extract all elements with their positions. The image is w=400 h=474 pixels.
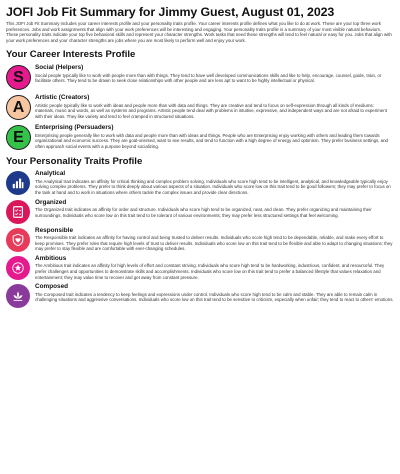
interest-title: Social (Helpers) — [35, 64, 84, 72]
interest-social — [6, 64, 394, 90]
interest-letter-badge: A — [6, 95, 31, 120]
trait-title: Organized — [35, 198, 67, 206]
interest-description: Artistic people typically like to work with ideas and people more than with data and things. They are creative and tend to focus on self-expression through all kinds of mediums: materials, music and words, as well as systems and programs. Artistic people tend deal with problems in intuitive, expressive, and independent ways and are not afraid to experiment with their ideas. They like variety and tend to feel cramped in structured situations. — [35, 102, 387, 120]
document-title: JOFI Job Fit Summary for Jimmy Guest, August 01, 2023 — [6, 5, 335, 19]
bar-chart-icon — [6, 171, 30, 195]
interest-enterprising — [6, 124, 394, 150]
intro-paragraph: This JOFI Job Fit Summary includes your career interests profile and your personality traits profile. Your career interests profile defines what you like to do at work. These are your top three work preferences. Jobs and work assignments that align with your work preferences will be interesting and engaging. Your personality traits profile is a summary of your most visible natural behaviors. These personality traits indicate your top five behavioral skills and represent your character strengths. Work tasks that need these strengths will tend to feel natural or easy for you. Jobs that align with your work preferences and your character strengths are jobs where you are most likely to perform well and enjoy your work. — [6, 21, 392, 43]
trait-analytical — [6, 170, 394, 195]
trait-title: Composed — [35, 283, 69, 291]
trait-description: The Analytical trait indicates an affinity for critical thinking and complex problem solving. Individuals who score high tend to be intelligent, analytical, and knowledgeable typically enjoy solving complex problems. They prefer to think deeply about various aspects of a situation. Individuals who score low on this trait tend to be good followers; they may prefer to focus on the task at hand and to work in situations where others tackle the complex issues and provide clear directions. — [35, 178, 391, 196]
trait-title: Analytical — [35, 170, 66, 178]
interest-title: Artistic (Creators) — [35, 94, 90, 102]
interest-letter-badge: E — [6, 125, 31, 150]
interest-description: Social people typically like to work with people more than with things. They tend to have well developed communications skills and like to help, encourage, counsel, guide, train, or facilitate others. They tend to be drawn to seek close relationships with other people and are less apt to want to be highly intellectual or physical. — [35, 72, 382, 84]
trait-organized — [6, 199, 394, 224]
trait-title: Ambitious — [35, 254, 67, 262]
career-interests-heading: Your Career Interests Profile — [6, 49, 136, 61]
interest-artistic — [6, 94, 394, 120]
trait-composed — [6, 283, 394, 308]
interest-title: Enterprising (Persuaders) — [35, 124, 114, 132]
personality-traits-heading: Your Personality Traits Profile — [6, 156, 143, 168]
trait-responsible — [6, 227, 394, 252]
trait-description: The Organized trait indicates an affinity for order and structure. Individuals who score high tend to be organized, neat, and clean. They prefer organizing and maintaining their surroundings. Individuals who score low on this trait tend to be tolerant of various environments; they may prefer less structured settings that feel welcoming. — [35, 207, 372, 218]
trait-description: The Responsible trait indicates an affinity for having control and being trusted to deliver results. Individuals who score high tend to be dependable, reliable, and make every effort to keep promises. They prefer roles that require high levels of trust to deliver results. Individuals who score low on this trait tend to be flexible and able to adapt to changing situations; they may prefer to stay flexible and are comfortable with ever-changing schedules. — [35, 235, 393, 252]
interest-description: Enterprising people generally like to work with data and people more than with ideas and things. People who are Enterprising enjoy working with others and leading them towards organizational and economic success. They are goal-oriented, want to see results, and tend to function with a high degree of energy and optimism. They prefer business settings, and often approach social events with a purpose beyond socializing. — [35, 132, 389, 150]
lotus-icon — [6, 284, 30, 308]
trait-ambitious — [6, 255, 394, 280]
interest-letter-badge: S — [6, 65, 31, 90]
trait-description: The Composed trait indicates a tendency to keep feelings and expressions under control. Individuals who score high tend to be calm and stable. They are able to remain calm in challenging situations and aggressive conversations. Individuals who score low on this trait tend to be sensitive to criticism, especially when unfair; they tend to react to others' emotions. — [35, 291, 394, 303]
star-icon — [6, 256, 30, 280]
checklist-icon — [6, 200, 30, 224]
trait-description: The Ambitious trait indicates an affinity for high levels of effort and constant striving. Individuals who score high tend to be hardworking, industrious, confident, and resourceful. They prefer challenges and opportunities to demonstrate skills and accomplishments. Individuals who score low on this trait tend to prefer a balanced lifestyle that values relaxation and entertainment; they may value time to recover and get away from constant pressure. — [35, 263, 385, 280]
trait-title: Responsible — [35, 226, 73, 234]
shield-heart-icon — [6, 228, 30, 252]
